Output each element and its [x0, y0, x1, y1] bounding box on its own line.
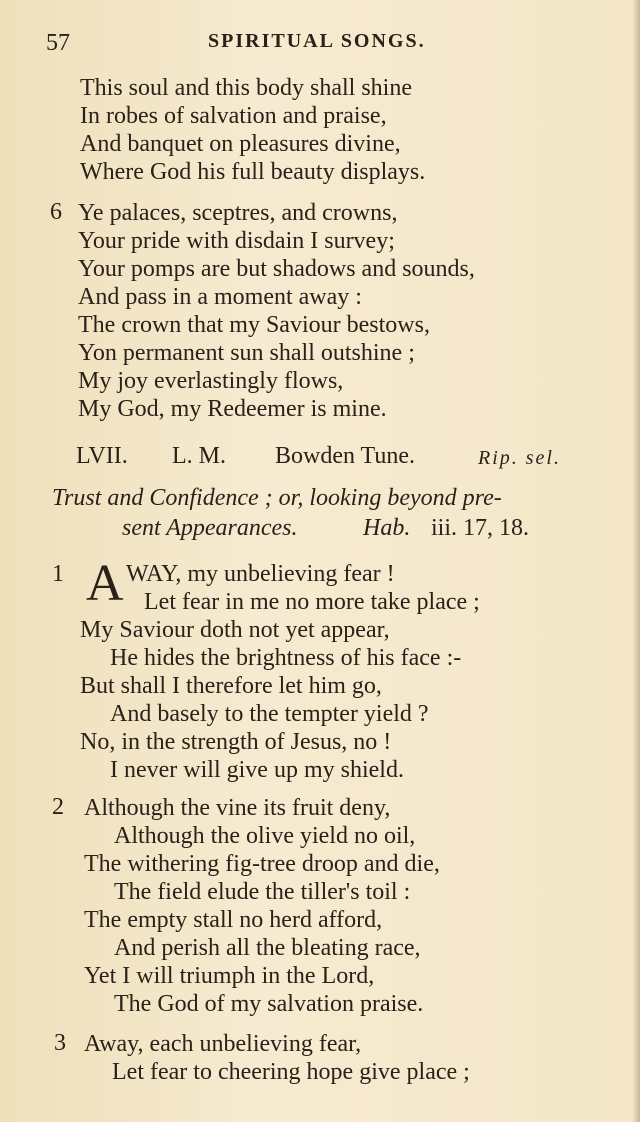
verse-line: Your pomps are but shadows and sounds,	[78, 256, 475, 282]
verse-line: Yet I will triumph in the Lord,	[84, 963, 375, 989]
subtitle-line: sent Appearances.	[122, 515, 298, 541]
hymn-number: LVII.	[76, 443, 128, 469]
verse-line: Although the vine its fruit deny,	[84, 795, 391, 821]
verse-line: But shall I therefore let him go,	[80, 673, 382, 699]
stanza-number: 1	[52, 561, 64, 587]
hymn-source: Rip. sel.	[478, 447, 561, 469]
verse-line: My God, my Redeemer is mine.	[78, 396, 387, 422]
page-edge-shadow	[632, 0, 640, 1122]
verse-line: He hides the brightness of his face :-	[110, 645, 462, 671]
verse-line: And perish all the bleating race,	[114, 935, 421, 961]
verse-line: The God of my salvation praise.	[114, 991, 424, 1017]
verse-line: The field elude the tiller's toil :	[114, 879, 411, 905]
stanza-number: 2	[52, 794, 64, 820]
verse-line: Your pride with disdain I survey;	[78, 228, 395, 254]
stanza-number: 3	[54, 1030, 66, 1056]
verse-line: Away, each unbelieving fear,	[84, 1031, 362, 1057]
page-number: 57	[46, 30, 70, 56]
verse-line: Let fear to cheering hope give place ;	[112, 1059, 470, 1085]
verse-line: Where God his full beauty displays.	[80, 159, 426, 185]
verse-line: WAY, my unbelieving fear !	[126, 561, 395, 587]
hymn-meter: L. M.	[172, 443, 226, 469]
verse-line: The crown that my Saviour bestows,	[78, 312, 430, 338]
subtitle-line: Trust and Confidence ; or, looking beyond pre-	[52, 485, 502, 511]
verse-line: And pass in a moment away :	[78, 284, 362, 310]
verse-line: And banquet on pleasures divine,	[80, 131, 401, 157]
verse-line: Although the olive yield no oil,	[114, 823, 416, 849]
verse-line: No, in the strength of Jesus, no !	[80, 729, 392, 755]
verse-line: In robes of salvation and praise,	[80, 103, 387, 129]
verse-line: I never will give up my shield.	[110, 757, 404, 783]
verse-line: And basely to the tempter yield ?	[110, 701, 429, 727]
verse-line: This soul and this body shall shine	[80, 75, 412, 101]
verse-line: The withering fig-tree droop and die,	[84, 851, 440, 877]
verse-line: Yon permanent sun shall outshine ;	[78, 340, 415, 366]
verse-line: The empty stall no herd afford,	[84, 907, 383, 933]
verse-line: My joy everlastingly flows,	[78, 368, 344, 394]
verse-line: Ye palaces, sceptres, and crowns,	[78, 200, 398, 226]
subtitle-ref-book: Hab.	[363, 515, 411, 541]
verse-line: My Saviour doth not yet appear,	[80, 617, 390, 643]
running-title: SPIRITUAL SONGS.	[208, 30, 426, 52]
stanza-number: 6	[50, 199, 62, 225]
subtitle-ref: iii. 17, 18.	[431, 515, 530, 541]
verse-line: Let fear in me no more take place ;	[144, 589, 480, 615]
hymn-tune: Bowden Tune.	[275, 443, 416, 469]
drop-capital: A	[86, 555, 124, 612]
